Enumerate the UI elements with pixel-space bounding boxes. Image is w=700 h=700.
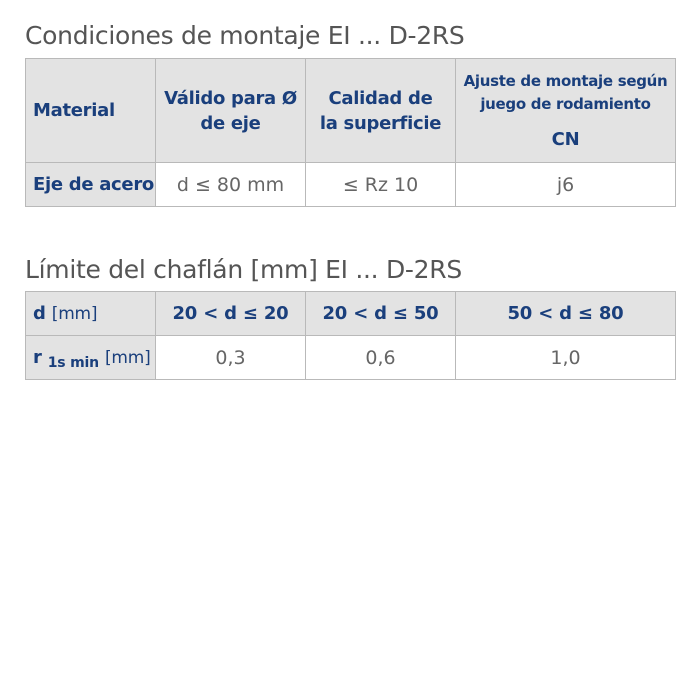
row-valid: d ≤ 80 mm [156, 163, 306, 207]
header-material [26, 59, 156, 163]
r-unit: [mm] [104, 348, 151, 368]
r-subscript: 1s min [47, 355, 99, 371]
table-row [26, 336, 676, 380]
range-3: 50 < d ≤ 80 [456, 292, 676, 336]
header-valid-for-shaft [156, 59, 306, 163]
row-fit: j6 [456, 163, 676, 207]
header-material-label: Material [33, 100, 115, 121]
header-quality-line2: la superficie [319, 112, 442, 134]
row-material: Eje de acero [26, 163, 156, 207]
r-label: r [33, 347, 42, 368]
r-value-2: 0,6 [306, 336, 456, 380]
r-label-cell [26, 336, 156, 380]
header-quality-line1: Calidad de [328, 87, 433, 109]
table2-title: Límite del chaflán [mm] EI ... D-2RS [25, 255, 462, 284]
range-2: 20 < d ≤ 50 [306, 292, 456, 336]
row-quality: ≤ Rz 10 [306, 163, 456, 207]
r-value-3: 1,0 [456, 336, 676, 380]
r-value-1: 0,3 [156, 336, 306, 380]
table1-title: Condiciones de montaje EI ... D-2RS [25, 21, 465, 50]
mounting-conditions-table [25, 58, 676, 207]
range-1: 20 < d ≤ 20 [156, 292, 306, 336]
header-fit-code: CN [551, 129, 580, 150]
header-valid-line2: de eje [200, 112, 261, 134]
d-label-cell [26, 292, 156, 336]
table1-header-row [26, 59, 676, 163]
chamfer-limit-table [25, 291, 676, 380]
header-surface-quality [306, 59, 456, 163]
header-valid-line1: Válido para Ø [164, 87, 297, 109]
d-label: d [33, 303, 46, 324]
table2-header-row [26, 292, 676, 336]
header-fit-line1: Ajuste de montaje según [463, 72, 668, 90]
d-unit: [mm] [51, 304, 98, 324]
header-mounting-fit [456, 59, 676, 163]
header-fit-line2: juego de rodamiento [480, 95, 651, 113]
table-row [26, 163, 676, 207]
